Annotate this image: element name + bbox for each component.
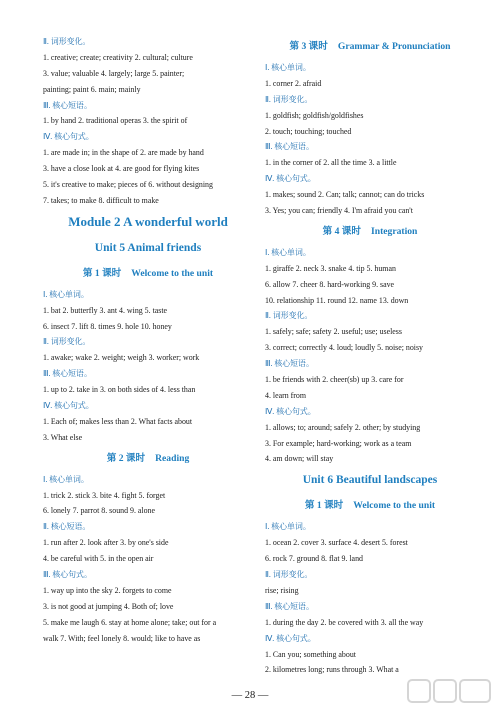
left-column	[43, 34, 253, 647]
answer-line: 1. during the day 2. be covered with 3. all the way	[265, 617, 424, 627]
section-label: Ⅳ. 核心句式。	[43, 401, 94, 411]
unit-heading: Unit 5 Animal friends	[94, 241, 202, 254]
module-heading: Module 2 A wonderful world	[68, 213, 228, 229]
answer-line: 3. correct; correctly 4. loud; loudly 5. noise; noisy	[265, 343, 423, 353]
lesson-number: 第 4 课时	[322, 225, 361, 237]
answer-line: 4. be careful with 5. in the open air	[43, 554, 154, 564]
answer-line: 1. be friends with 2. cheer(sb) up 3. care for	[265, 375, 404, 385]
lesson-number: 第 1 课时	[82, 267, 122, 279]
answer-line: 3. have a close look at 4. are good for flying kites	[43, 164, 200, 174]
lesson-number: 第 1 课时	[304, 500, 344, 512]
answer-line: 6. rock 7. ground 8. flat 9. land	[265, 554, 363, 564]
answer-line: 1. corner 2. afraid	[265, 78, 322, 88]
section-label: Ⅲ. 核心短语。	[265, 601, 314, 611]
lesson-heading	[265, 219, 475, 245]
answer-line: painting; paint 6. main; mainly	[43, 84, 141, 94]
answer-line: 1. Each of; makes less than 2. What facts about	[43, 416, 193, 426]
unit-heading: Unit 6 Beautiful landscapes	[302, 474, 438, 487]
answer-line: 3. is not good at jumping 4. Both of; love	[43, 601, 174, 611]
answer-line: 3. For example; hard-working; work as a team	[265, 438, 412, 448]
answer-line: 1. giraffe 2. neck 3. snake 4. tip 5. human	[265, 263, 396, 273]
answer-line: 5. make me laugh 6. stay at home alone; take; out for a	[43, 617, 217, 627]
answer-line: 1. awake; wake 2. weight; weigh 3. worker; work	[43, 353, 200, 363]
answer-line: 1. run after 2. look after 3. by one's side	[43, 538, 169, 548]
page-number: — 28 —	[231, 690, 269, 701]
section-label: Ⅱ. 词形变化。	[43, 37, 91, 46]
section-label: Ⅳ. 核心句式。	[265, 406, 316, 416]
answer-line: 5. it's creative to make; pieces of 6. without designing	[43, 180, 213, 190]
section-label: Ⅰ. 核心单词。	[43, 289, 89, 299]
answer-line: 1. creative; create; creativity 2. cultural; culture	[43, 52, 193, 62]
section-label: Ⅲ. 核心短语。	[265, 359, 314, 369]
answer-line: 3. Yes; you can; friendly 4. I'm afraid you can't	[265, 206, 413, 216]
answer-line: 1. trick 2. stick 3. bite 4. fight 5. forget	[43, 490, 166, 500]
lesson-title: Grammar & Pronunciation	[337, 41, 451, 52]
section-label: Ⅳ. 核心句式。	[265, 633, 316, 643]
section-label: Ⅱ. 词形变化。	[43, 337, 91, 347]
section-label: Ⅱ. 词形变化。	[265, 94, 313, 104]
answer-line: 2. touch; touching; touched	[265, 126, 352, 136]
section-label: Ⅰ. 核心单词。	[265, 522, 311, 532]
answer-line: 1. are made in; in the shape of 2. are made by hand	[43, 148, 204, 158]
watermark-logo-icon	[406, 676, 494, 710]
answer-line: rise; rising	[265, 585, 299, 595]
answer-line: 1. allows; to; around; safely 2. other; by studying	[265, 422, 421, 432]
lesson-heading	[265, 493, 475, 519]
lesson-heading	[43, 261, 253, 287]
answer-line: 1. by hand 2. traditional operas 3. the spirit of	[43, 116, 188, 126]
answer-line: walk 7. With; feel lonely 8. would; like to have as	[43, 633, 201, 643]
right-column	[265, 34, 475, 678]
answer-line: 3. value; valuable 4. largely; large 5. painter;	[43, 68, 185, 78]
answer-line: 1. goldfish; goldfish/goldfishes	[265, 110, 364, 120]
answer-line: 6. lonely 7. parrot 8. sound 9. alone	[43, 506, 155, 516]
section-label: Ⅲ. 核心短语。	[43, 369, 92, 379]
section-label: Ⅰ. 核心单词。	[265, 247, 311, 257]
answer-line: 6. insect 7. lift 8. times 9. hole 10. honey	[43, 321, 172, 331]
section-label: Ⅳ. 核心句式。	[265, 174, 316, 184]
section-label: Ⅱ. 词形变化。	[265, 570, 313, 580]
lesson-number: 第 3 课时	[289, 41, 328, 52]
section-label: Ⅰ. 核心单词。	[265, 63, 311, 72]
section-label: Ⅲ. 核心句式。	[43, 570, 92, 580]
lesson-title: Welcome to the unit	[353, 500, 436, 512]
answer-line: 1. bat 2. butterfly 3. ant 4. wing 5. taste	[43, 305, 168, 315]
answer-line: 1. safely; safe; safety 2. useful; use; useless	[265, 327, 402, 337]
lesson-title: Reading	[155, 452, 190, 464]
answer-line: 10. relationship 11. round 12. name 13. down	[265, 295, 409, 305]
section-label: Ⅲ. 核心短语。	[43, 100, 92, 110]
answer-line: 1. up to 2. take in 3. on both sides of 4. less than	[43, 385, 196, 395]
lesson-heading	[43, 446, 253, 472]
answer-line: 1. Can you; something about	[265, 649, 356, 659]
answer-line: 1. way up into the sky 2. forgets to come	[43, 585, 172, 595]
section-label: Ⅱ. 词形变化。	[265, 311, 313, 321]
answer-line: 3. What else	[43, 432, 83, 442]
answer-line: 4. am down; will stay	[265, 454, 334, 464]
lesson-number: 第 2 课时	[106, 452, 146, 464]
answer-line: 7. takes; to make 8. difficult to make	[43, 195, 159, 205]
section-label: Ⅱ. 核心短语。	[43, 522, 91, 532]
answer-line: 2. kilometres long; runs through 3. What a	[265, 665, 399, 675]
section-label: Ⅲ. 核心短语。	[265, 142, 314, 152]
lesson-title: Integration	[371, 225, 418, 237]
lesson-title: Welcome to the unit	[131, 267, 214, 279]
section-label: Ⅰ. 核心单词。	[43, 474, 89, 484]
answer-line: 1. ocean 2. cover 3. surface 4. desert 5. forest	[265, 538, 408, 548]
answer-line: 1. makes; sound 2. Can; talk; cannot; can do tricks	[265, 190, 425, 200]
answer-line: 6. allow 7. cheer 8. hard-working 9. save	[265, 279, 395, 289]
lesson-heading	[265, 34, 475, 60]
answer-line: 1. in the corner of 2. all the time 3. a little	[265, 158, 397, 168]
section-label: Ⅳ. 核心句式。	[43, 132, 94, 142]
answer-line: 4. learn from	[265, 390, 306, 400]
